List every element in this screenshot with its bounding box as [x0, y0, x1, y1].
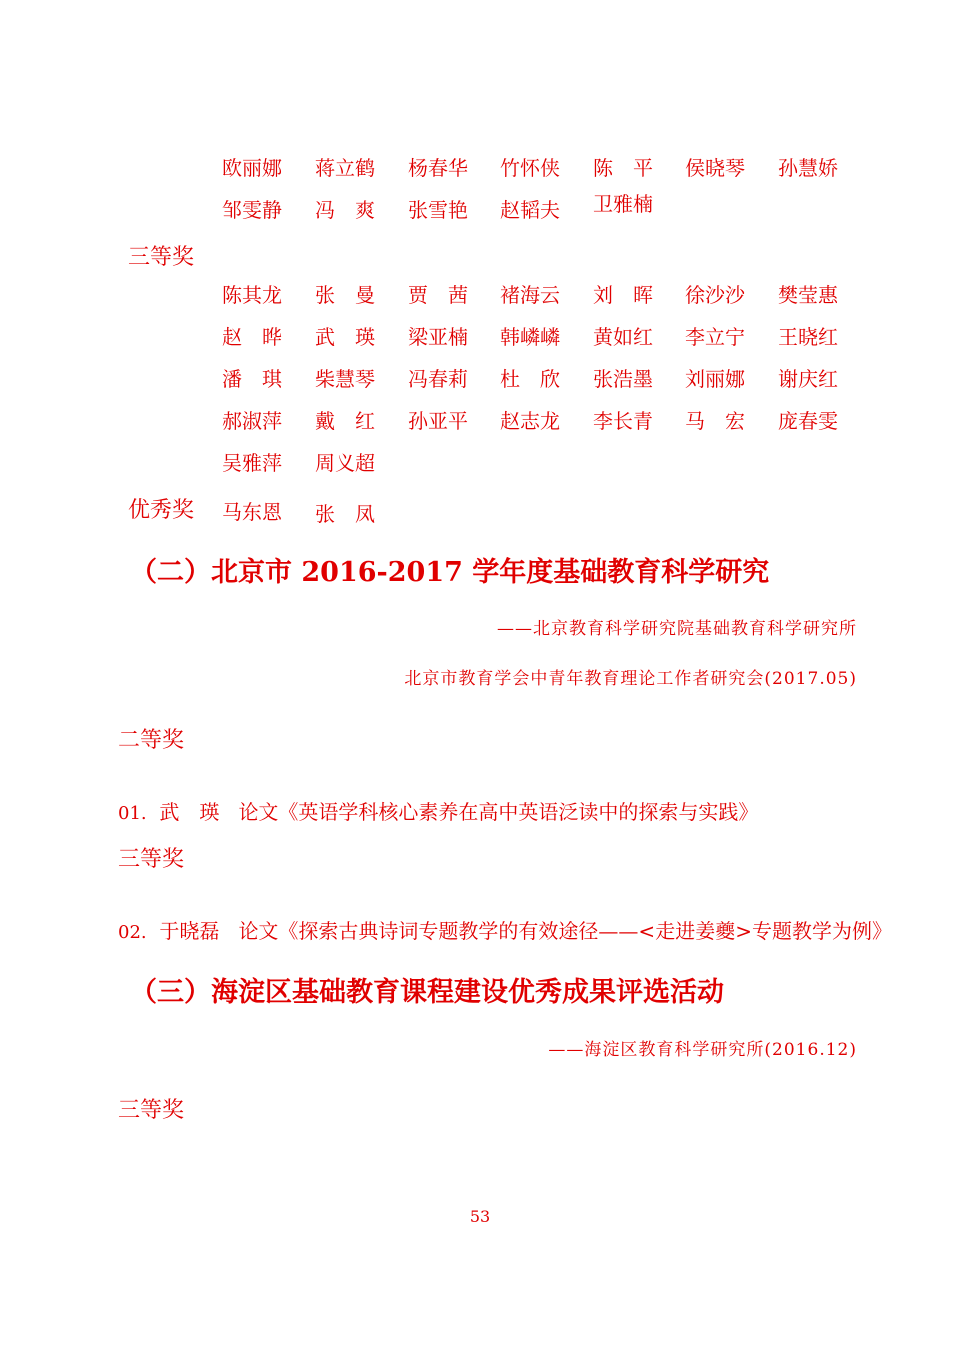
award-name: 梁亚楠 — [408, 325, 468, 349]
award-name: 武 瑛 — [315, 325, 375, 349]
entry-author: 于晓磊 — [159, 919, 220, 943]
award-name: 侯晓琴 — [685, 156, 745, 180]
page-number: 53 — [469, 1207, 491, 1226]
award-name: 李立宁 — [685, 325, 745, 349]
award-name: 张浩墨 — [593, 367, 653, 391]
award-name: 马 宏 — [685, 409, 745, 433]
award-name: 潘 琪 — [222, 367, 282, 391]
award-names-block — [0, 0, 960, 540]
award-name: 郝淑萍 — [222, 409, 282, 433]
award-name: 黄如红 — [593, 325, 653, 349]
award-name: 蒋立鹤 — [315, 156, 375, 180]
award-name: 刘丽娜 — [685, 367, 745, 391]
award-name: 竹怀侠 — [500, 156, 560, 180]
third-prize-label: 三等奖 — [118, 1098, 185, 1123]
award-name: 邹雯静 — [222, 198, 282, 222]
excellence-label: 优秀奖 — [128, 498, 195, 523]
entry-number: 01. — [118, 803, 147, 824]
award-name: 戴 红 — [315, 409, 375, 433]
entry-number: 02. — [118, 922, 147, 943]
award-name: 杨春华 — [408, 156, 468, 180]
source-line: 北京市教育学会中青年教育理论工作者研究会(2017.05) — [404, 669, 857, 689]
award-entry — [118, 798, 758, 828]
award-name: 赵志龙 — [500, 409, 560, 433]
second-prize-label: 二等奖 — [118, 728, 185, 753]
award-name: 李长青 — [593, 409, 653, 433]
entry-title: 论文《探索古典诗词专题教学的有效途径——<走进姜夔>专题教学为例》 — [238, 919, 892, 943]
award-name: 陈其龙 — [222, 283, 282, 307]
award-name: 张雪艳 — [408, 198, 468, 222]
award-name: 庞春雯 — [778, 409, 838, 433]
award-name: 贾 茜 — [408, 283, 468, 307]
award-name: 赵韬夫 — [500, 198, 560, 222]
third-prize-label: 三等奖 — [118, 847, 185, 872]
award-name: 张 凤 — [315, 502, 375, 526]
award-name: 陈 平 — [593, 156, 653, 180]
source-line: ——海淀区教育科学研究所(2016.12) — [548, 1040, 857, 1060]
award-name: 韩嶙嶙 — [500, 325, 560, 349]
third-prize-label: 三等奖 — [128, 245, 195, 270]
award-name: 欧丽娜 — [222, 156, 282, 180]
section-title: （三）海淀区基础教育课程建设优秀成果评选活动 — [130, 977, 724, 1008]
award-name: 孙慧娇 — [778, 156, 838, 180]
award-name: 冯 爽 — [315, 198, 375, 222]
award-name: 杜 欣 — [500, 367, 560, 391]
award-name: 王晓红 — [778, 325, 838, 349]
award-name: 张 曼 — [315, 283, 375, 307]
award-name: 马东恩 — [222, 500, 282, 524]
award-name: 吴雅萍 — [222, 451, 282, 475]
award-name: 谢庆红 — [778, 367, 838, 391]
entry-author: 武 瑛 — [159, 800, 220, 824]
award-name: 孙亚平 — [408, 409, 468, 433]
award-name: 柴慧琴 — [315, 367, 375, 391]
award-name: 徐沙沙 — [685, 283, 745, 307]
source-line: ——北京教育科学研究院基础教育科学研究所 — [497, 619, 857, 639]
award-name: 樊莹惠 — [778, 283, 838, 307]
award-name: 卫雅楠 — [593, 192, 653, 216]
award-name: 褚海云 — [500, 283, 560, 307]
award-entry — [118, 917, 892, 947]
section-title: （二）北京市 2016-2017 学年度基础教育科学研究 — [130, 557, 770, 588]
award-name: 刘 晖 — [593, 283, 653, 307]
entry-title: 论文《英语学科核心素养在高中英语泛读中的探索与实践》 — [238, 800, 759, 824]
award-name: 冯春莉 — [408, 367, 468, 391]
award-name: 赵 晔 — [222, 325, 282, 349]
award-name: 周义超 — [315, 451, 375, 475]
